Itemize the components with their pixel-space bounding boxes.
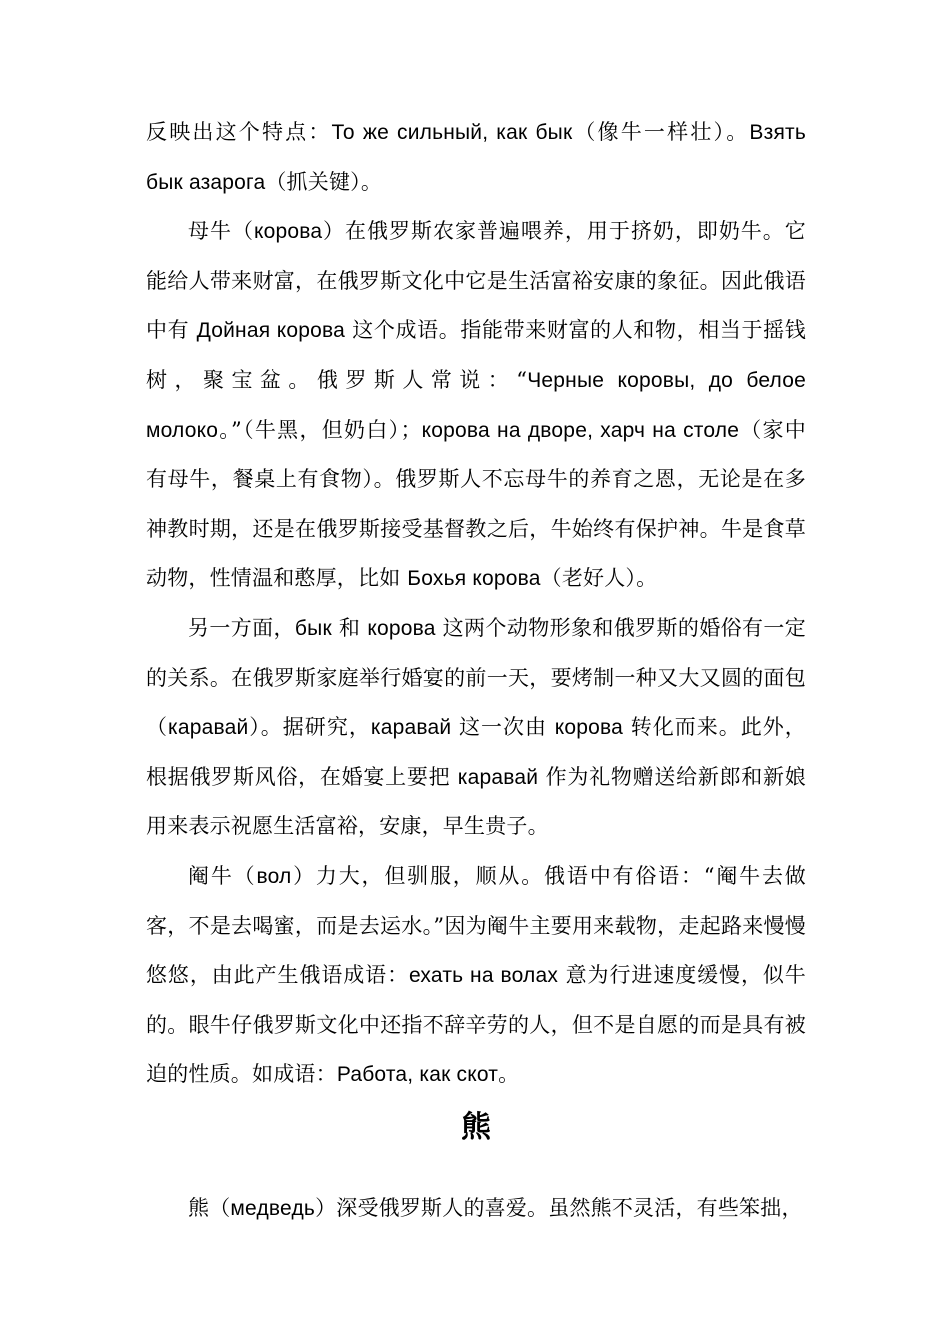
- russian-phrase: корова: [253, 220, 323, 244]
- paragraph-4: [146, 852, 806, 1100]
- russian-phrase: ехать на волах: [409, 964, 559, 988]
- text-segment: ）力大，但驯服，顺从。俄语中有俗语：“阉牛去做客，不是去喝蜜，而是去运水。”因为阉牛主要用来载物，走起路来慢慢悠悠，由此产生俄语成语：: [146, 863, 806, 988]
- russian-phrase: каравай: [457, 765, 539, 789]
- russian-phrase: корова: [554, 716, 623, 740]
- russian-phrase: То же сильный, как бык: [331, 121, 573, 144]
- text-segment: 作为礼物赠送给新郎和新娘用来表示祝愿生活富裕，安康，早生贵子。: [146, 764, 806, 839]
- paragraph-1: [146, 108, 806, 207]
- paragraph-5: [146, 1184, 806, 1234]
- text-segment: 。”（牛黑，但奶白）；: [218, 417, 422, 442]
- paragraph-3: [146, 604, 806, 852]
- text-segment: 这一次由: [451, 715, 555, 740]
- text-segment: 意为行进速度缓慢，似牛的。眼牛仔俄罗斯文化中还指不辞辛劳的人，但不是自愿的而是具有被迫的性质。如成语：: [146, 963, 806, 1087]
- text-segment: （像牛一样壮）。: [572, 120, 750, 144]
- section-heading: 熊: [461, 1109, 491, 1145]
- russian-phrase: бык: [294, 616, 332, 640]
- russian-phrase: Взять бык азарога: [146, 121, 806, 194]
- text-segment: （抓关键）。: [265, 169, 383, 194]
- text-segment: 转化而来。此外，根据俄罗斯风俗，在婚宴上要把: [146, 715, 806, 789]
- russian-phrase: медведь: [230, 1196, 316, 1220]
- russian-phrase: Бохья корова: [407, 567, 541, 591]
- text-segment: 熊（: [188, 1195, 231, 1220]
- russian-phrase: Черные коровы, до белое молоко: [146, 368, 806, 442]
- text-segment: ）在俄罗斯农家普遍喂养，用于挤奶，即奶牛。它能给人带来财富，在俄罗斯文化中它是生活富裕安康的象征。因此俄语中有: [146, 219, 806, 343]
- paragraph-2: [146, 207, 806, 604]
- top-margin: [146, 0, 806, 108]
- russian-phrase: вол: [256, 864, 292, 888]
- text-segment: 反映出这个特点：: [146, 120, 332, 144]
- text-segment: ）。据研究，: [248, 715, 371, 740]
- text-segment: 这个成语。指能带来财富的人和物，相当于摇钱树，聚宝盆。俄罗斯人常说：“: [146, 318, 806, 392]
- text-segment: 这两个动物形象和俄罗斯的婚俗有一定的关系。在俄罗斯家庭举行婚宴的前一天，要烤制一种又大又圆的面包（: [146, 615, 806, 740]
- russian-phrase: корова на дворе, харч на столе: [421, 418, 740, 442]
- text-segment: 阉牛（: [188, 863, 257, 888]
- russian-phrase: корова: [367, 616, 436, 640]
- text-segment: 母牛（: [188, 219, 254, 244]
- document-page: [146, 0, 806, 1233]
- text-segment: （家中有母牛，餐桌上有食物）。俄罗斯人不忘母牛的养育之恩，无论是在多神教时期，还是在俄罗斯接受基督教之后，牛始终有保护神。牛是食草动物，性情温和憨厚，比如: [146, 417, 807, 591]
- text-segment: ）深受俄罗斯人的喜爱。虽然熊不灵活，有些笨拙，: [315, 1195, 803, 1220]
- text-segment: 。: [498, 1062, 520, 1087]
- text-segment: 和: [331, 615, 368, 640]
- russian-phrase: каравай: [168, 716, 249, 740]
- text-segment: 另一方面，: [188, 615, 295, 640]
- russian-phrase: Работа, как скот: [336, 1063, 499, 1087]
- russian-phrase: Дойная корова: [196, 319, 345, 343]
- text-segment: （老好人）。: [540, 566, 658, 591]
- russian-phrase: каравай: [370, 716, 452, 740]
